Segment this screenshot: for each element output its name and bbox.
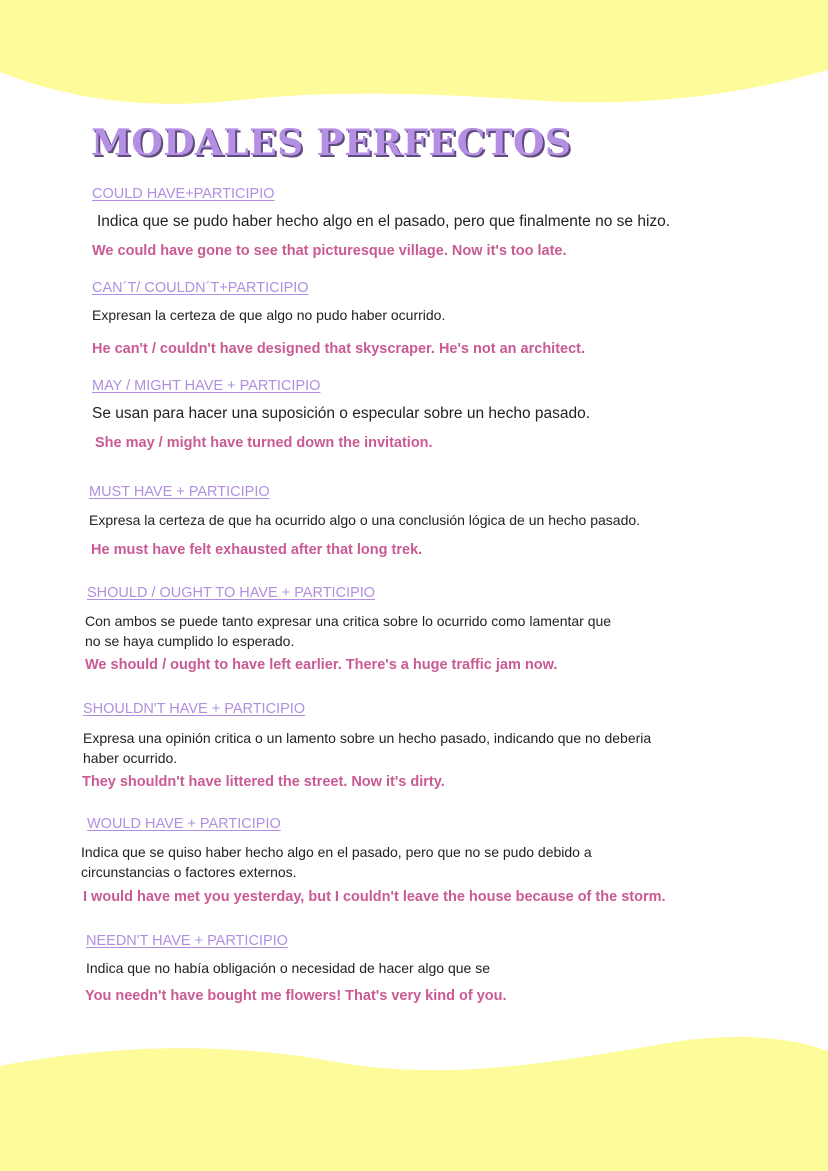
section-example: I would have met you yesterday, but I couldn't leave the house because of the storm. <box>83 889 666 905</box>
section-description: Expresan la certeza de que algo no pudo haber ocurrido. <box>92 307 446 323</box>
section-heading: SHOULD / OUGHT TO HAVE + PARTICIPIO <box>87 585 376 601</box>
section-example: They shouldn't have littered the street. Now it's dirty. <box>82 774 445 790</box>
section-heading: WOULD HAVE + PARTICIPIO <box>87 816 281 832</box>
section-description-line: no se haya cumplido lo esperado. <box>85 633 295 649</box>
bottom-wave-decoration <box>0 1031 828 1171</box>
section-example: He can't / couldn't have designed that skyscraper. He's not an architect. <box>92 341 586 357</box>
section-description: Indica que se pudo haber hecho algo en el pasado, pero que finalmente no se hizo. <box>97 213 671 230</box>
section-heading: MAY / MIGHT HAVE + PARTICIPIO <box>92 378 321 394</box>
section-heading: COULD HAVE+PARTICIPIO <box>92 186 275 202</box>
section-heading: NEEDN'T HAVE + PARTICIPIO <box>86 933 288 949</box>
section-heading: MUST HAVE + PARTICIPIO <box>89 484 270 500</box>
section-example: He must have felt exhausted after that long trek. <box>91 542 423 558</box>
section-example: You needn't have bought me flowers! That's very kind of you. <box>85 988 507 1004</box>
section-example: We should / ought to have left earlier. There's a huge traffic jam now. <box>85 657 558 673</box>
section-description: Expresa la certeza de que ha ocurrido algo o una conclusión lógica de un hecho pasado. <box>89 512 641 528</box>
page-title: MODALES PERFECTOS <box>91 122 572 164</box>
section-description-line: Con ambos se puede tanto expresar una critica sobre lo ocurrido como lamentar que <box>85 613 612 629</box>
top-wave-shape <box>0 0 828 104</box>
section-heading: SHOULDN'T HAVE + PARTICIPIO <box>83 701 306 717</box>
section-description-line: circunstancias o factores externos. <box>81 864 297 880</box>
section-description: Indica que no había obligación o necesidad de hacer algo que se <box>86 960 490 976</box>
section-description: Se usan para hacer una suposición o especular sobre un hecho pasado. <box>92 405 591 422</box>
section-example: We could have gone to see that picturesque village. Now it's too late. <box>92 243 567 259</box>
section-description-line: Expresa una opinión critica o un lamento sobre un hecho pasado, indicando que no deberia <box>83 730 652 746</box>
section-example: She may / might have turned down the invitation. <box>95 435 433 451</box>
section-description-line: haber ocurrido. <box>83 750 178 766</box>
bottom-wave-shape <box>0 1037 828 1171</box>
section-description-line: Indica que se quiso haber hecho algo en el pasado, pero que no se pudo debido a <box>81 844 592 860</box>
top-wave-decoration <box>0 0 828 130</box>
section-heading: CAN´T/ COULDN´T+PARTICIPIO <box>92 280 309 296</box>
